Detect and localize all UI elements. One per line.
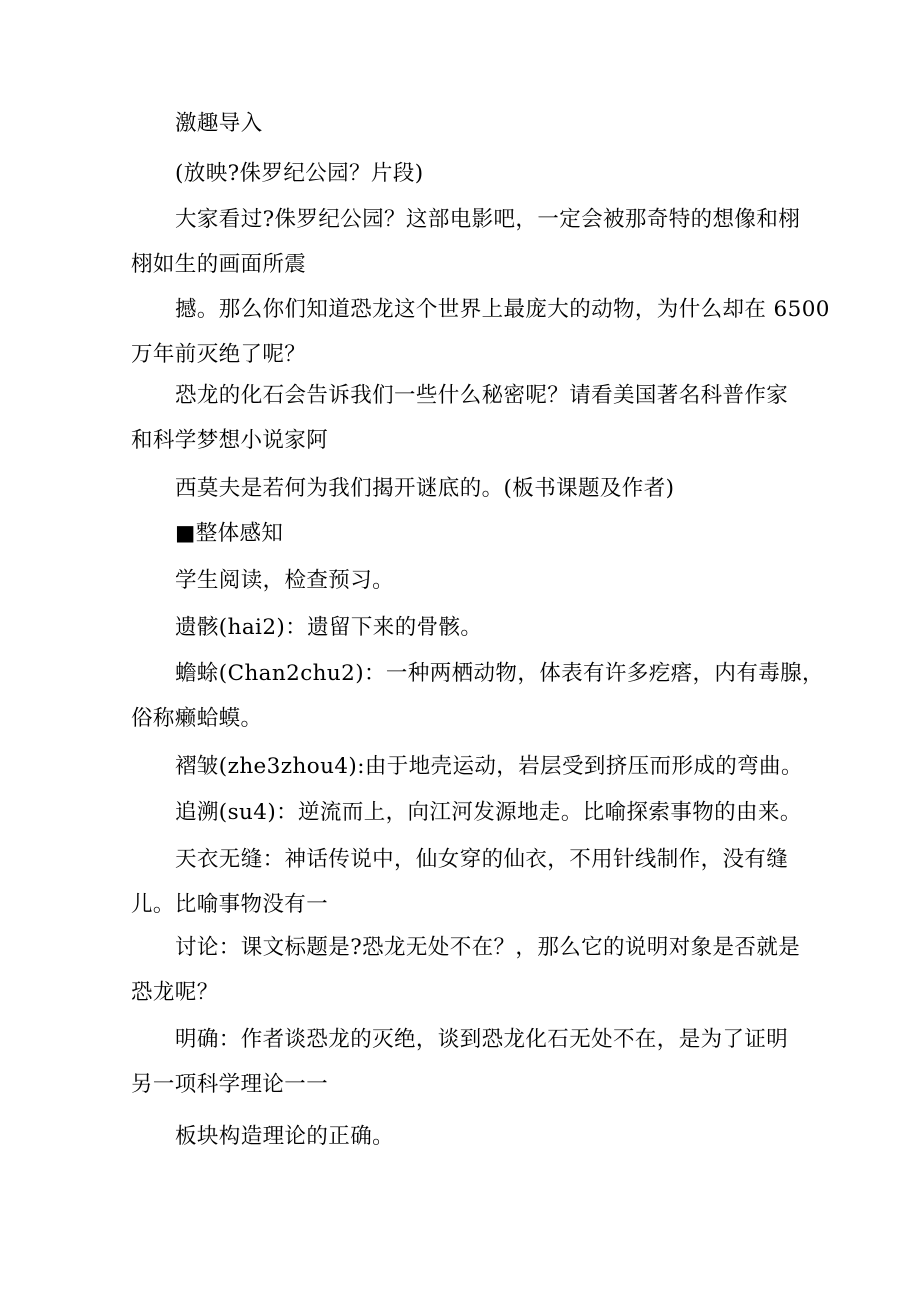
paragraph-line: 大家看过?侏罗纪公园？这部电影吧，一定会被那奇特的想像和栩 — [175, 207, 801, 232]
paragraph-line: 万年前灭绝了呢？ — [131, 342, 307, 367]
vocab-entry: 天衣无缝：神话传说中，仙女穿的仙衣，不用针线制作，没有缝 — [175, 847, 789, 872]
vocab-entry-cont: 儿。比喻事物没有一 — [131, 892, 329, 917]
paragraph-line: 恐龙的化石会告诉我们一些什么秘密呢？请看美国著名科普作家 — [175, 383, 789, 408]
paragraph-line: 西莫夫是若何为我们揭开谜底的。(板书课题及作者) — [175, 476, 675, 501]
paragraph-line: 板块构造理论的正确。 — [175, 1124, 395, 1149]
paragraph-line: 明确：作者谈恐龙的灭绝，谈到恐龙化石无处不在，是为了证明 — [175, 1027, 789, 1052]
paragraph-line: 学生阅读，检查预习。 — [175, 568, 395, 593]
heading-overview: ■整体感知 — [175, 521, 284, 546]
vocab-entry: 蟾蜍(Chan2chu2)：一种两栖动物，体表有许多疙瘩，内有毒腺， — [175, 661, 824, 686]
paragraph-line: 另一项科学理论一一 — [131, 1072, 329, 1097]
paragraph-line: 撼。那么你们知道恐龙这个世界上最庞大的动物，为什么却在 6500 — [175, 297, 830, 322]
vocab-entry-cont: 俗称癞蛤蟆。 — [131, 706, 263, 731]
paragraph-line: 栩如生的画面所震 — [131, 252, 307, 277]
paragraph-line: (放映?侏罗纪公园？片段) — [175, 161, 424, 186]
paragraph-line: 和科学梦想小说家阿 — [131, 428, 329, 453]
paragraph-line: 恐龙呢？ — [131, 980, 219, 1005]
vocab-entry: 遗骸(hai2)：遗留下来的骨骸。 — [175, 615, 483, 640]
vocab-entry: 褶皱(zhe3zhou4):由于地壳运动，岩层受到挤压而形成的弯曲。 — [175, 754, 803, 779]
heading-intro: 激趣导入 — [175, 111, 263, 136]
vocab-entry: 追溯(su4)：逆流而上，向江河发源地走。比喻探索事物的由来。 — [175, 800, 802, 825]
paragraph-line: 讨论：课文标题是?恐龙无处不在？，那么它的说明对象是否就是 — [175, 935, 801, 960]
